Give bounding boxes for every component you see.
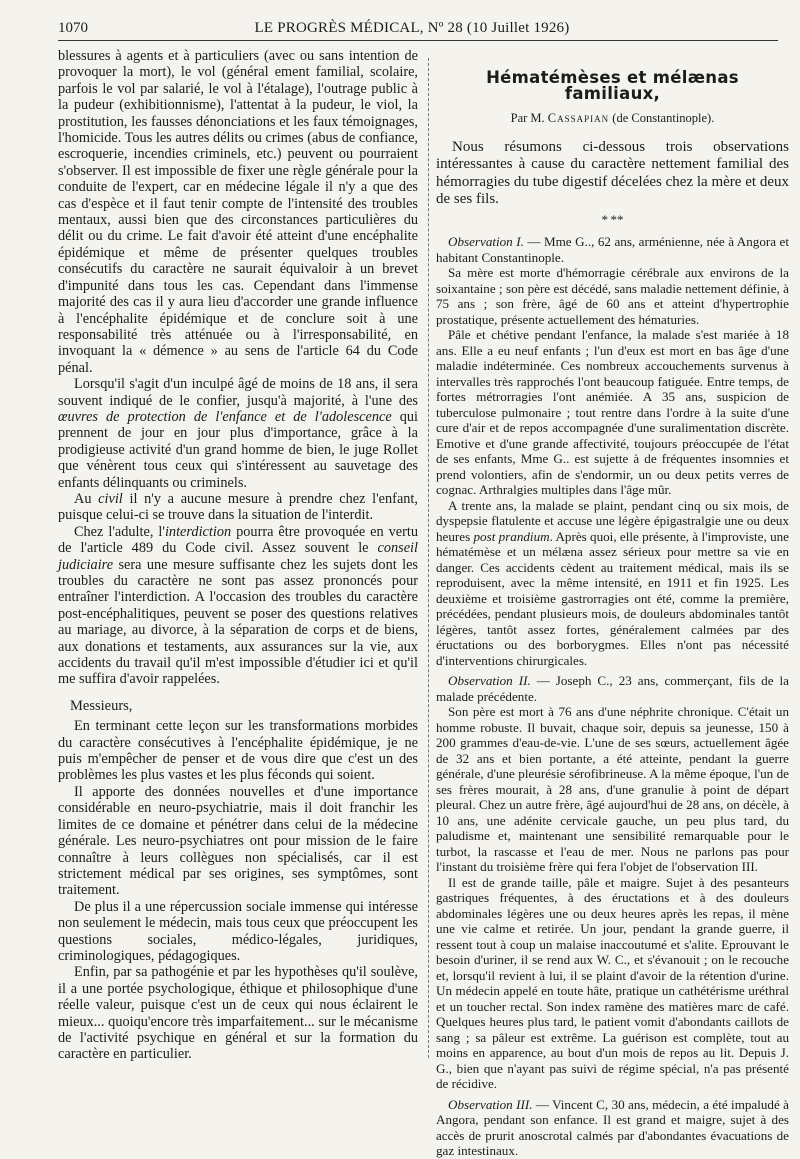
paragraph: Sa mère est morte d'hémorragie cérébrale aux environs de la soixantaine ; son père est décédé, sans maladie nettement définie, à 75 ans ; son frère, âgé de 60 ans et atteint d'hypertrophie prostatique, présente actuellement des hématuries. bbox=[436, 265, 789, 327]
header-rule bbox=[58, 40, 778, 41]
paragraph: A trente ans, la malade se plaint, pendant cinq ou six mois, de dyspepsie flatulente et accuse une légère épigastralgie une ou deux heures post prandium. Après quoi, elle présente, à l'improviste, une hématémèse et un mélæna assez sérieux pour mettre sa vie en danger. Ces accidents cèdent au traitement médical, mais ils se reproduisent, avec la même intensité, en 1911 et fin 1925. Les deuxième et troisième gastrorragies ont été, comme la première, précédées, pendant plusieurs mois, de douleurs abdominales tantôt légères, tantôt assez fortes, généralement calmées par des éructations ou des borborygmes. Elles n'ont pas nécessité d'interventions chirurgicales. bbox=[436, 497, 789, 668]
left-column bbox=[58, 48, 418, 1063]
observation-2 bbox=[436, 673, 789, 1092]
paragraph: blessures à agents et à particuliers (avec ou sans intention de provoquer la mort), le vol (général ement familial, scolaire, parfois le vol par salarié, le vol à l'étalage), l'outrage public à la pudeur (exhibitionnisme), l'attentat à la pudeur, le viol, la prostitution, les fausses dénonciations et les faux témoignages, l'homicide. Tous les autres délits ou crimes (abus de confiance, escroquerie, incendies criminels, etc.) peuvent ou pourraient s'observer. Il est impossible de fixer une règle générale pour la conduite de l'expert, car en médecine légale il n'y a que des cas d'espèce et il faut tenir compte de l'intensité des troubles mentaux, aussi bien que des circonstances particulières du délit ou du crime. Le fait d'avoir été atteint d'une encéphalite épidémique et même de présenter quelques troubles consécutifs du caractère ne saurait équivaloir à un brevet d'impunité dans tous les cas. Cependant dans l'immense majorité des cas il y aura lieu d'accorder une grande influence à l'encéphalite épidémique et de conclure soit à une responsabilité très atténuée ou à l'irresponsabilité, en invoquant la « démence » au sens de l'article 64 du Code pénal. bbox=[58, 48, 418, 376]
paragraph: Lorsqu'il s'agit d'un inculpé âgé de moins de 18 ans, il sera souvent indiqué de le confier, jusqu'à majorité, à l'une des œuvres de protection de l'enfance et de l'adolescence qui prennent de jour en jour plus d'importance, grâce à la prodigieuse activité d'un grand homme de bien, le juge Rollet que vénèrent tous ceux qui s'intéressent au sauvetage des enfants délinquants ou criminels. bbox=[58, 376, 418, 491]
page-number: 1070 bbox=[58, 20, 88, 36]
observation-label: Observation I. bbox=[448, 234, 524, 250]
paragraph: Il est de grande taille, pâle et maigre. Sujet à des pesanteurs gastriques fréquentes, à des éructations et à des douleurs abdominales légères une ou deux heures après les repas, il mène une vie calme et retirée. Un jour, pendant la grande guerre, il ressent tout à coup un malaise inaccoutumé et s'alite. Eprouvant le besoin d'uriner, il se rend aux W. C., et s'évanouit ; on le recouche et, lorsqu'il revient à lui, il se plaint d'avoir de la rétention d'urine. Un médecin appelé en toute hâte, pratique un cathétérisme uréthral et un toucher rectal. Son index ramène des matières marc de café. Quelques heures plus tard, le patient vomit d'abondants caillots de sang ; sa pâleur est extrême. La guérison est complète, tout au moins en apparence, au bout d'un mois de repos au lit. Depuis J. G., bien que n'ayant pas suivi de régime spécial, n'a pas présenté de récidive. bbox=[436, 874, 789, 1092]
paragraph: Observation I. — Mme G.., 62 ans, arménienne, née à Angora et habitant Constantinople. bbox=[436, 234, 789, 265]
page-header bbox=[58, 20, 766, 38]
paragraph: Chez l'adulte, l'interdiction pourra être provoquée en vertu de l'article 489 du Code civil. Assez souvent le conseil judiciaire sera une mesure suffisante chez les sujets dont les troubles du caractère ne sont pas assez prononcés pour entraîner l'interdiction. A l'occasion des troubles du caractère post-encéphalitiques, peuvent se poser des questions relatives au mariage, au divorce, à la séparation de corps et de biens, aux donations et testaments, aux assurances sur la vie, aux accidents du travail qu'il m'est impossible d'étudier ici et qu'il me suffira d'avoir rappelées. bbox=[58, 523, 418, 688]
paragraph: Observation II. — Joseph C., 23 ans, commerçant, fils de la malade précédente. bbox=[436, 673, 789, 704]
article-title: Hématémèses et mélænas familiaux, bbox=[486, 68, 739, 104]
observation-label: Observation III. bbox=[448, 1096, 533, 1112]
author-name: Cassapian bbox=[547, 110, 610, 125]
section-heading: Messieurs, bbox=[70, 697, 133, 714]
paragraph: Son père est mort à 76 ans d'une néphrite chronique. C'était un homme robuste. Il buvait, chaque soir, depuis sa jeunesse, 150 à 200 grammes d'eau-de-vie. L'une de ses sœurs, actuellement âgée de 32 ans et bien portante, a été atteinte, pendant la guerre générale, d'une pleurésie sérofibrineuse. A la même époque, l'un de ses frères mourait, à 28 ans, d'une granulie à point de départ pleural. Chez un autre frère, âgé aujourd'hui de 28 ans, on décèle, à 10 ans, une adénite cervicale gauche, un peu plus tard, du paludisme et, maintenant une sensibilité remarquable pour le turbot, la rascasse et l'eau de mer. Nous ne parlons pas pour l'instant du troisième frère qui fera l'objet de l'observation III. bbox=[436, 704, 789, 875]
observation-3 bbox=[436, 1097, 789, 1159]
emphasis: post prandium bbox=[473, 528, 550, 544]
observation-label: Observation II. bbox=[448, 673, 531, 689]
right-column bbox=[436, 48, 789, 1159]
column-divider bbox=[428, 58, 429, 1058]
paragraph: Au civil il n'y a aucune mesure à prendre chez l'enfant, puisque celui-ci se trouve dans la situation de l'interdit. bbox=[58, 490, 418, 524]
emphasis: conseil judiciaire bbox=[58, 540, 418, 573]
emphasis: œuvres de protection de l'enfance et de l'adolescence bbox=[58, 408, 392, 425]
paragraph: Il apporte des données nouvelles et d'une importance considérable en neuro-psychiatrie, mais il doit franchir les limites de ce domaine et pénétrer dans celui de la médecine générale. Les neuro-psychiatres ont pour mission de le faire connaître à leurs collègues non spécialisés, car il est strictement médical par ses origines, ses symptômes, sont traitement. bbox=[58, 783, 418, 899]
paragraph: Observation III. — Vincent C, 30 ans, médecin, a été impaludé à Angora, pendant son enfance. Il est grand et maigre, sujet à des accès de prurit anoscrotal calmés par d'abondantes évacuations de gaz intestinaux. bbox=[436, 1096, 789, 1159]
paragraph: En terminant cette leçon sur les transformations morbides du caractère consécutives à l'encéphalite épidémique, je ne puis m'empêcher de penser et de vous dire que c'est un des problèmes les plus vastes et les plus féconds qui soient. bbox=[58, 718, 418, 784]
journal-title: LE PROGRÈS MÉDICAL, Nº 28 (10 Juillet 1926) bbox=[254, 20, 570, 36]
article-byline: Par M. Cassapian (de Constantinople). bbox=[510, 110, 715, 125]
emphasis: civil bbox=[98, 490, 123, 507]
paragraph: Enfin, par sa pathogénie et par les hypothèses qu'il soulève, il a une portée psychologique, éthique et philosophique d'une réelle valeur, puisque c'est un de ceux qui nous éclairent le mieux... quoiqu'encore très imparfaitement... sur le mécanisme de l'activité psychique en général et sur la formation du caractère en particulier. bbox=[58, 964, 418, 1063]
emphasis: interdiction bbox=[164, 523, 232, 540]
section-separator: * ** bbox=[601, 212, 624, 228]
observation-1 bbox=[436, 234, 789, 668]
article-intro: Nous résumons ci-dessous trois observations intéressantes à cause du caractère nettement familial des hémorragies du tube digestif décelées chez la mère et deux de ses fils. bbox=[436, 139, 789, 207]
paragraph: Pâle et chétive pendant l'enfance, la malade s'est mariée à 18 ans. Elle a eu neuf enfants ; l'un d'eux est mort en bas âge d'une maladie indéterminée. Ces nombreux accouchements survenus à intervalles très rapprochés l'ont beaucoup fatiguée. Entre temps, de fortes métrorragies l'ont anémiée. A 35 ans, suspicion de tuberculose pulmonaire ; tout rentre dans l'ordre à la suite d'une cure d'air et de repos accompagnée d'une suralimentation discrète. Emotive et d'une grande affectivité, toujours préoccupée de l'état de ses enfants, Mme G.. est sujette à de fréquentes insomnies et prend volontiers, afin de s'endormir, un ou deux petits verres de cognac. Arthralgies multiples dans l'âge mûr. bbox=[436, 327, 789, 498]
paragraph: De plus il a une répercussion sociale immense qui intéresse non seulement le médecin, mais tous ceux que préoccupent les questions sociales, médico-légales, juridiques, criminologiques, pédagogiques. bbox=[58, 898, 418, 964]
